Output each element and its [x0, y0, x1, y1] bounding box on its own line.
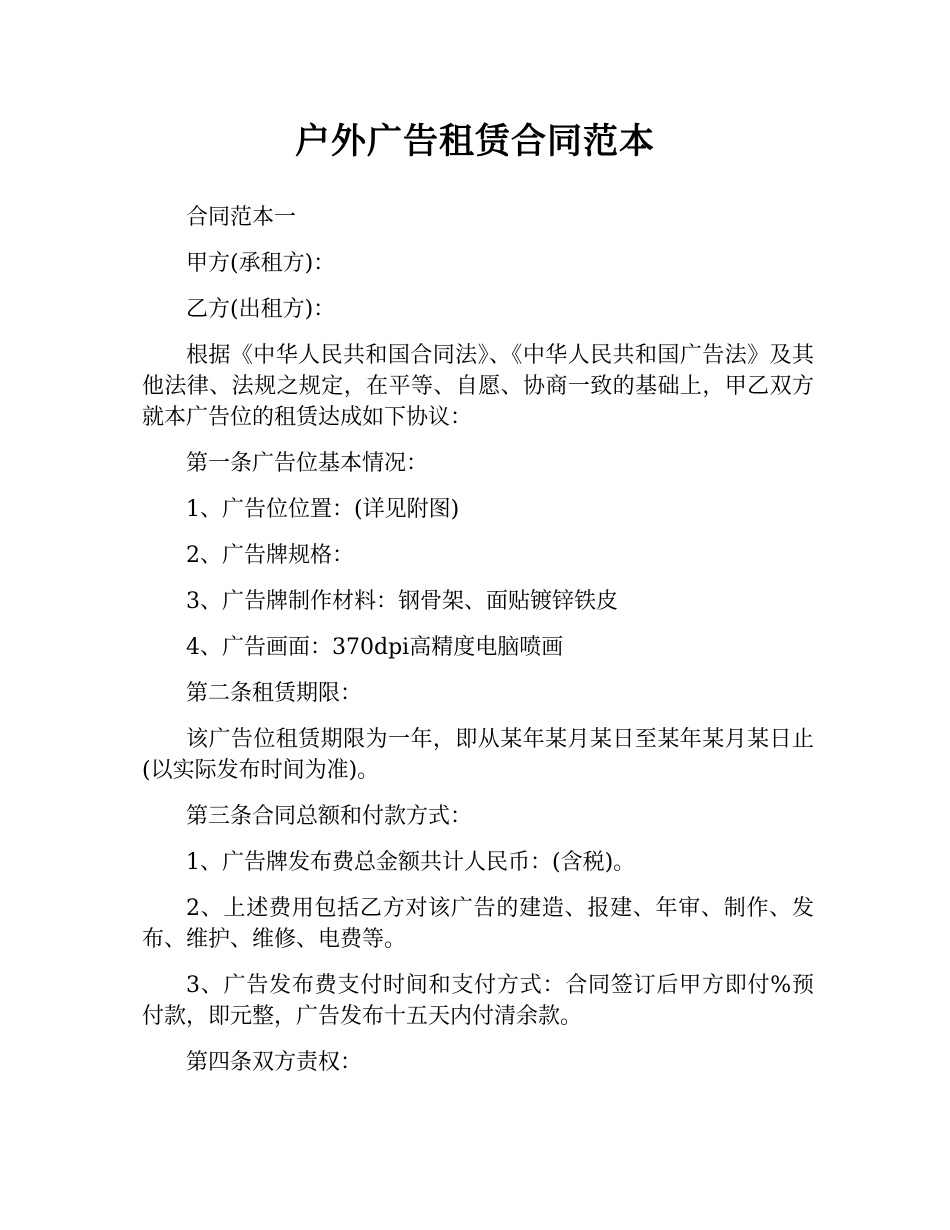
article-2-text: 该广告位租赁期限为一年，即从某年某月某日至某年某月某日止(以实际发布时间为准)。 — [142, 727, 814, 783]
article-1-heading: 第一条广告位基本情况： — [186, 451, 429, 476]
article-4-heading: 第四条双方责权： — [186, 1050, 363, 1075]
paragraph-party-b: 乙方(出租方)： — [186, 297, 336, 322]
document-title: 户外广告租赁合同范本 — [294, 122, 655, 162]
article-3-item-1: 1、广告牌发布费总金额共计人民币：(含税)。 — [186, 850, 636, 875]
article-1-item-4: 4、广告画面：370dpi高精度电脑喷画 — [186, 635, 564, 660]
paragraph-party-a: 甲方(承租方)： — [186, 251, 336, 276]
article-2-heading: 第二条租赁期限： — [186, 681, 363, 706]
article-1-item-2: 2、广告牌规格： — [186, 543, 354, 568]
paragraph-template-heading: 合同范本一 — [186, 205, 297, 230]
document-body — [142, 202, 814, 1093]
article-3-heading: 第三条合同总额和付款方式： — [186, 804, 473, 829]
article-1-item-3: 3、广告牌制作材料：钢骨架、面贴镀锌铁皮 — [186, 589, 618, 614]
paragraph-preamble: 根据《中华人民共和国合同法》、《中华人民共和国广告法》及其他法律、法规之规定，在平等、自愿、协商一致的基础上，甲乙双方就本广告位的租赁达成如下协议： — [142, 343, 814, 430]
article-3-item-3: 3、广告发布费支付时间和支付方式：合同签订后甲方即付%预付款，即元整，广告发布十五天内付清余款。 — [142, 973, 814, 1029]
article-1-item-1: 1、广告位位置：(详见附图) — [186, 497, 460, 522]
article-3-item-2: 2、上述费用包括乙方对该广告的建造、报建、年审、制作、发布、维护、维修、电费等。 — [142, 896, 814, 952]
